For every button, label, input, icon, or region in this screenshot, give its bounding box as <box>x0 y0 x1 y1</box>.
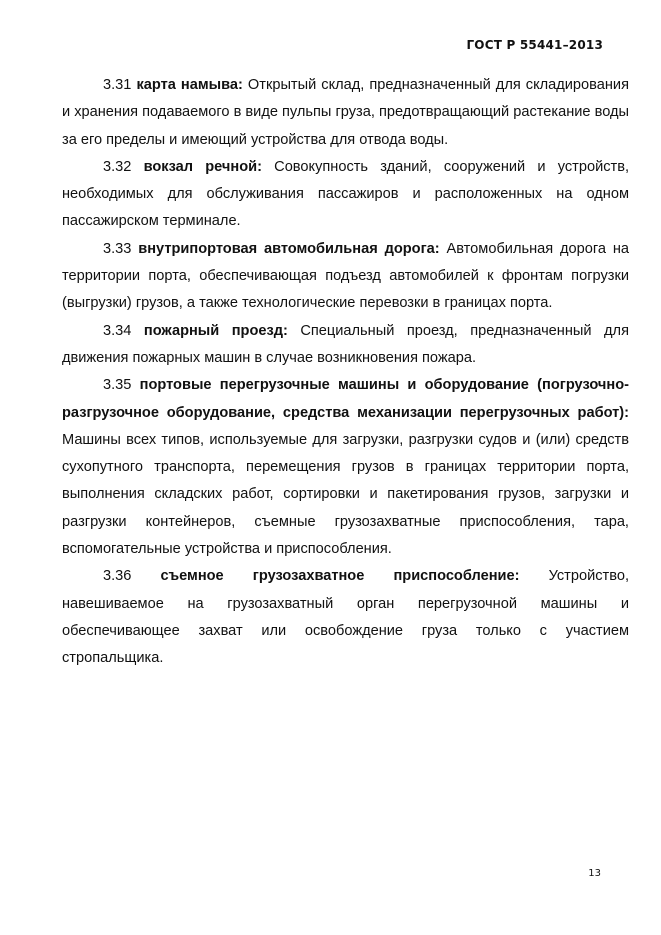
entry-definition: Специальный проезд, предназначенный для движения пожарных машин в случае возникновения пожара. <box>62 322 629 366</box>
entry-term: пожарный проезд: <box>143 322 288 339</box>
entry-definition: Автомобильная дорога на территории порта, обеспечивающая подъезд автомобилей к фронтам погрузки (выгрузки) грузов, а также технологические перевозки в границах порта. <box>62 240 630 312</box>
term-entry-3-31 <box>62 72 629 154</box>
entry-definition: Открытый склад, предназначенный для складирования и хранения подаваемого в виде пульпы груза, предотвращающий растекание воды за его пределы и имеющий устройства для отвода воды. <box>62 77 629 148</box>
entry-definition: Совокупность зданий, сооружений и устройств, необходимых для обслуживания пассажиров и расположенных на одном пассажирском терминале. <box>62 158 630 230</box>
entry-term: портовые перегрузочные машины и оборудование (погрузочно-разгрузочное оборудование, средства механизации перегрузочных работ): <box>62 377 629 421</box>
entry-term: съемное грузозахватное приспособление: <box>160 568 520 585</box>
term-entry-3-36 <box>62 563 629 672</box>
term-entry-3-34 <box>62 318 629 373</box>
entry-number: 3.34 <box>103 322 132 339</box>
term-entry-3-35 <box>62 372 629 563</box>
entry-term: внутрипортовая автомобильная дорога: <box>138 240 440 257</box>
entry-definition: Машины всех типов, используемые для загрузки, разгрузки судов и (или) средств сухопутного транспорта, перемещения грузов в границах территории порта, выполнения складских работ, сортировки и пакетирования грузов, загрузки и разгрузки контейнеров, съемные грузозахватные приспособления, тара, вспомогательные устройства и приспособления. <box>62 431 629 558</box>
term-entry-3-32 <box>62 154 629 236</box>
entry-term: карта намыва: <box>136 77 243 93</box>
term-entry-3-33 <box>62 236 629 318</box>
entry-term: вокзал речной: <box>143 158 262 175</box>
entry-number: 3.36 <box>103 568 132 585</box>
entry-number: 3.35 <box>103 377 132 394</box>
entry-number: 3.32 <box>103 158 132 175</box>
entry-definition: Устройство, навешиваемое на грузозахватный орган перегрузочной машины и обеспечивающее захват или освобождение груза только с участием стропальщика. <box>62 568 629 667</box>
terms-section <box>62 72 629 673</box>
entry-number: 3.31 <box>103 77 132 93</box>
entry-number: 3.33 <box>103 240 132 257</box>
document-header: ГОСТ Р 55441–2013 <box>466 38 603 52</box>
page-number: 13 <box>588 868 601 879</box>
